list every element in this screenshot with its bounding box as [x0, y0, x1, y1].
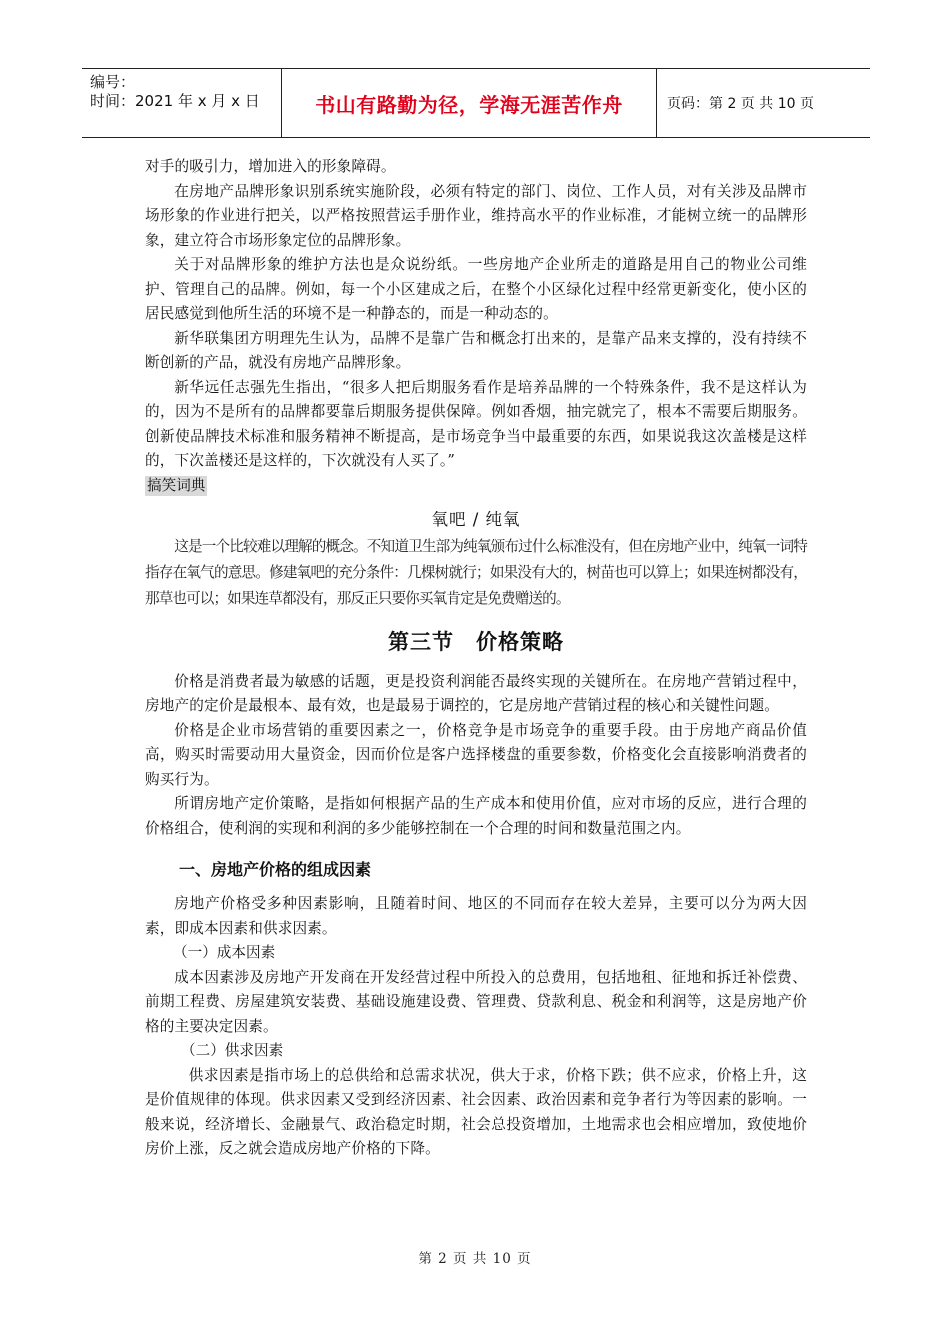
- header-number-label: 编号：: [90, 73, 136, 91]
- paragraph: 所谓房地产定价策略，是指如何根据产品的生产成本和使用价值，应对市场的反应，进行合理的价格组合，使利润的实现和利润的多少能够控制在一个合理的时间和数量范围之内。: [145, 795, 807, 837]
- paragraph: 价格是企业市场营销的重要因素之一，价格竞争是市场竞争的重要手段。由于房地产商品价值高，购买时需要动用大量资金，因而价位是客户选择楼盘的重要参数，价格变化会直接影响消费者的购买行为。: [145, 721, 807, 788]
- paragraph: 对手的吸引力，增加进入的形象障碍。: [145, 158, 396, 175]
- document-body: [145, 155, 807, 1162]
- paragraph: 供求因素是指市场上的总供给和总需求状况，供大于求，价格下跌；供不应求，价格上升，这是价值规律的体现。供求因素又受到经济因素、社会因素、政治因素和竞争者行为等因素的影响。一般来说，经济增长、金融景气、政治稳定时期，社会总投资增加，土地需求也会相应增加，致使地价房价上涨，反之就会造成房地产价格的下降。: [145, 1066, 807, 1157]
- header-page-label: 页码：第 2 页 共 10 页: [667, 96, 814, 112]
- section-number: 第三节: [388, 629, 454, 654]
- page-footer: 第 2 页 共 10 页: [418, 1251, 532, 1267]
- paragraph: 关于对品牌形象的维护方法也是众说纷纸。一些房地产企业所走的道路是用自己的物业公司维护、管理自己的品牌。例如，每一个小区建成之后，在整个小区绿化过程中经常更新变化，使小区的居民感觉到他所生活的环境不是一种静态的，而是一种动态的。: [145, 256, 807, 322]
- sidebar-tag-label: 搞笑词典: [147, 476, 206, 494]
- paragraph: 房地产价格受多种因素影响，且随着时间、地区的不同而存在较大差异，主要可以分为两大因素，即成本因素和供求因素。: [145, 895, 807, 937]
- subsection-heading: 一、房地产价格的组成因素: [179, 860, 372, 879]
- section-name: 价格策略: [476, 629, 564, 654]
- page-header: [82, 68, 870, 138]
- list-heading-cost: （一）成本因素: [173, 944, 276, 961]
- joke-text: 这是一个比较难以理解的概念。不知道卫生部为纯氧颁布过什么标准没有，但在房地产业中，纯氧一词特指存在氧气的意思。修建氧吧的充分条件：几棵树就行；如果没有大的，树苗也可以算上；如果连树都没有，那草也可以；如果连草都没有，那反正只要你买氧肯定是免费赠送的。: [145, 537, 807, 607]
- header-motto: 书山有路勤为径，学海无涯苦作舟: [282, 69, 657, 137]
- joke-title: 氧吧 / 纯氧: [431, 509, 521, 529]
- list-heading-supply-demand: （二）供求因素: [181, 1042, 284, 1059]
- header-info-cell: [82, 69, 282, 137]
- paragraph: 成本因素涉及房地产开发商在开发经营过程中所投入的总费用，包括地租、征地和拆迁补偿费、前期工程费、房屋建筑安装费、基础设施建设费、管理费、贷款利息、税金和利润等，这是房地产价格的主要决定因素。: [145, 968, 807, 1035]
- paragraph: 价格是消费者最为敏感的话题，更是投资利润能否最终实现的关键所在。在房地产营销过程中，房地产的定价是最根本、最有效，也是最易于调控的，它是房地产营销过程的核心和关键性问题。: [145, 672, 807, 714]
- paragraph: 在房地产品牌形象识别系统实施阶段，必须有特定的部门、岗位、工作人员，对有关涉及品牌市场形象的作业进行把关，以严格按照营运手册作业，维持高水平的作业标准，才能树立统一的品牌形象，建立符合市场形象定位的品牌形象。: [145, 182, 807, 249]
- section-title: [145, 626, 807, 656]
- paragraph: 新华远任志强先生指出，“很多人把后期服务看作是培养品牌的一个特殊条件，我不是这样认为的，因为不是所有的品牌都要靠后期服务提供保障。例如香烟，抽完就完了，根本不需要后期服务。创新使品牌技术标准和服务精神不断提高，是市场竞争当中最重要的东西，如果说我这次盖楼是这样的，下次盖楼还是这样的，下次就没有人买了。”: [145, 378, 807, 469]
- paragraph: 新华联集团方明理先生认为，品牌不是靠广告和概念打出来的，是靠产品来支撑的，没有持续不断创新的产品，就没有房地产品牌形象。: [145, 329, 807, 371]
- header-date-label: 时间：2021 年 x 月 x 日: [90, 92, 260, 110]
